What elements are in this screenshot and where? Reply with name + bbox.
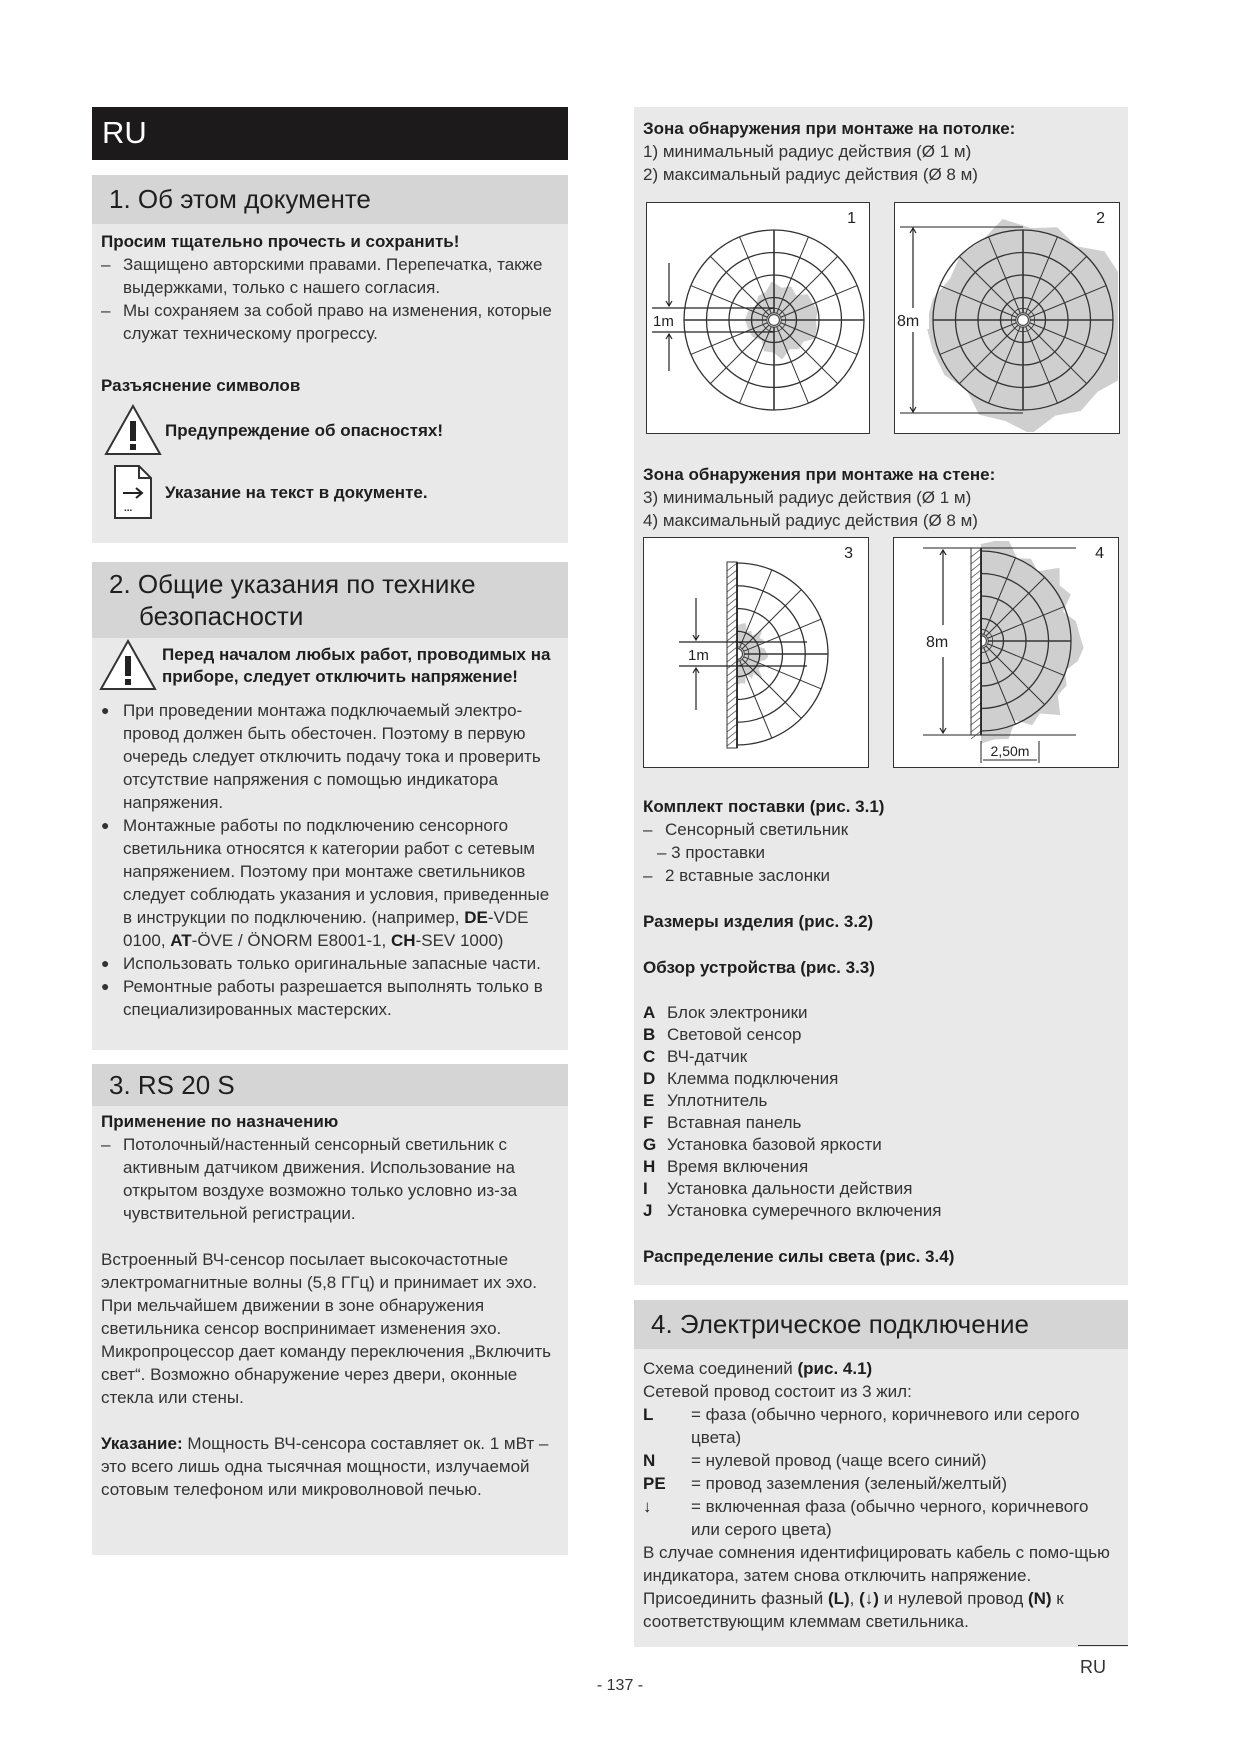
wire-code: PE: [643, 1474, 666, 1493]
wire-description: = фаза (обычно черного, коричневого или серого цвета): [691, 1405, 1080, 1447]
figure-number: 3: [844, 545, 853, 562]
list-item-text: Потолочный/настенный сенсорный светильник с активным датчиком движения. Использование на открытом воздухе возможно только условно из-за чувствительной регистрации.: [123, 1135, 518, 1223]
legend-item: [643, 1112, 1119, 1134]
dimension-label: 1m: [688, 647, 709, 664]
legend-key: C: [643, 1047, 656, 1066]
warning-triangle-icon: [98, 638, 162, 697]
legend-key: D: [643, 1069, 656, 1088]
section-title-line: 2. Общие указания по технике: [109, 569, 476, 599]
wire-code: L: [643, 1405, 654, 1424]
figure-number: 2: [1096, 210, 1105, 227]
legend-key: I: [643, 1179, 648, 1198]
figure-number: 4: [1095, 545, 1104, 562]
dimensions-heading: Размеры изделия (рис. 3.2): [643, 912, 874, 931]
legend-text: Установка сумеречного включения: [667, 1201, 942, 1220]
wire-code: ↓: [643, 1497, 652, 1516]
dimension-label: 8m: [897, 313, 920, 330]
document-reference-icon: [101, 463, 165, 521]
legend-key: G: [643, 1135, 657, 1154]
legend-text: Уплотнитель: [667, 1091, 768, 1110]
legend-item: [643, 1090, 1119, 1112]
usage-heading: Применение по назначению: [101, 1112, 339, 1131]
figure-wall-min: [643, 537, 869, 768]
wire-description: = нулевой провод (чаще всего синий): [691, 1451, 987, 1470]
legend-key: H: [643, 1157, 656, 1176]
legend-text: Вставная панель: [667, 1113, 802, 1132]
legend-item: [643, 1200, 1119, 1222]
dimension-label: 1m: [653, 313, 674, 330]
legend-item: [643, 1068, 1119, 1090]
ceiling-heading: Зона обнаружения при монтаже на потолке:: [643, 119, 1016, 138]
figure-wall-max: [893, 537, 1119, 768]
page-number: - 137 -: [596, 1677, 644, 1694]
scheme-line: Схема соединений (рис. 4.1): [643, 1359, 873, 1378]
section-title: 4. Электрическое подключение: [634, 1300, 1128, 1349]
svg-text:...: ...: [124, 503, 133, 514]
list-item: ● Использовать только оригинальные запасные части.: [101, 954, 541, 973]
wire-code: N: [643, 1451, 656, 1470]
figure-ceiling-max: [894, 202, 1120, 434]
width-label: 2,50m: [990, 743, 1030, 759]
wire-definition: [643, 1403, 1119, 1449]
section-title: [92, 562, 568, 638]
list-item: – Потолочный/настенный сенсорный светильник с активным датчиком движения. Использование на открытом воздухе возможно только условно из-за чувствительной регистрации.: [101, 1133, 559, 1225]
ceiling-min-range: 1) минимальный радиус действия (Ø 1 м): [643, 142, 972, 161]
list-item-text: Мы сохраняем за собой право на изменения, которые служат техническому прогрессу.: [123, 301, 552, 343]
kit-heading: Комплект поставки (рис. 3.1): [643, 797, 885, 816]
intro-heading: Просим тщательно прочесть и сохранить!: [101, 232, 460, 251]
legend-key: F: [643, 1113, 654, 1132]
wall-max-range: 4) максимальный радиус действия (Ø 8 м): [643, 511, 978, 530]
list-item-text: При проведении монтажа подключаемый электро-провод должен быть обесточен. Поэтому в первую очередь следует отключить подачу тока и проверить отсутствие напряжения с помощью индикатора напряжения.: [123, 701, 541, 812]
legend-text: Время включения: [667, 1157, 809, 1176]
list-item: ● Монтажные работы по подключению сенсорного светильника относятся к категории работ с сетевым напряжением. Поэтому при монтаже светильников следует соблюдать указания и условия, приведенные в инструкции по подключению. (например, DE-VDE 0100, AT-ÖVE / ÖNORM E8001-1, CH-SEV 1000): [101, 814, 559, 952]
section-rs20s: [92, 1064, 568, 1555]
figure-number: 1: [847, 210, 856, 227]
symbol-label: Предупреждение об опасностях!: [165, 420, 444, 440]
section-safety: [92, 562, 568, 1050]
footer-language: RU: [1080, 1657, 1106, 1677]
symbol-label: Указание на текст в документе.: [165, 482, 428, 502]
detection-zone-shading: [981, 541, 1084, 744]
wire-definition: [643, 1472, 1119, 1495]
wire-definitions: [643, 1403, 1119, 1541]
footer-rule: [1078, 1645, 1128, 1646]
sensor-center: [1018, 315, 1029, 326]
ceiling-max-range: 2) максимальный радиус действия (Ø 8 м): [643, 165, 978, 184]
list-item: – Мы сохраняем за собой право на изменения, которые служат техническому прогрессу.: [101, 299, 559, 345]
cable-line: Сетевой провод состоит из 3 жил:: [643, 1382, 912, 1401]
legend-key: B: [643, 1025, 656, 1044]
legend-key: J: [643, 1201, 653, 1220]
section-electrical: [634, 1300, 1128, 1647]
list-item: – 2 вставные заслонки: [643, 866, 831, 885]
sensor-description: Встроенный ВЧ-сенсор посылает высокочастотные электромагнитные волны (5,8 ГГц) и принимает их эхо. При мельчайшем движении в зоне обнаружения светильника сенсор воспринимает изменения эхо. Микропроцессор дает команду переключения „Включить свет“. Возможно обнаружение через двери, оконные стекла или стены.: [101, 1250, 552, 1407]
symbols-heading: Разъяснение символов: [101, 376, 301, 395]
legend-text: Установка дальности действия: [667, 1179, 913, 1198]
dimension-label: 8m: [926, 634, 949, 651]
list-item-text: Защищено авторскими правами. Перепечатка, также выдержками, только с нашего согласия.: [123, 255, 543, 297]
list-item: ● При проведении монтажа подключаемый электро-провод должен быть обесточен. Поэтому в первую очередь следует отключить подачу тока и проверить отсутствие напряжения с помощью индикатора напряжения.: [101, 699, 559, 814]
legend-text: Клемма подключения: [667, 1069, 839, 1088]
legend-text: Световой сенсор: [667, 1025, 802, 1044]
list-item: – Защищено авторскими правами. Перепечатка, также выдержками, только с нашего согласия.: [101, 253, 559, 299]
legend-item: [643, 1024, 1119, 1046]
legend-item: [643, 1156, 1119, 1178]
list-item: – Сенсорный светильник: [643, 820, 849, 839]
language-badge: RU: [92, 107, 568, 160]
legend-item: [643, 1134, 1119, 1156]
symbol-warning: [101, 403, 559, 457]
legend-text: Установка базовой яркости: [667, 1135, 882, 1154]
wire-description: = включенная фаза (обычно черного, коричневого или серого цвета): [691, 1497, 1089, 1539]
doubt-paragraph: В случае сомнения идентифицировать кабель с помо-щью индикатора, затем снова отключить напряжение.: [643, 1543, 1110, 1585]
section-about-document: [92, 175, 568, 543]
symbol-document-reference: [101, 463, 559, 521]
section-title: 3. RS 20 S: [92, 1064, 568, 1106]
list-item-text: Ремонтные работы разрешается выполнять только в специализированных мастерских.: [123, 977, 543, 1019]
overview-heading: Обзор устройства (рис. 3.3): [643, 958, 875, 977]
device-legend: [643, 1002, 1119, 1222]
list-item: ● Ремонтные работы разрешается выполнять только в специализированных мастерских.: [101, 975, 559, 1021]
connect-paragraph: Присоединить фазный (L), (↓) и нулевой провод (N) к соответствующим клеммам светильника.: [643, 1589, 1064, 1631]
wire-description: = провод заземления (зеленый/желтый): [691, 1474, 1008, 1493]
legend-item: [643, 1046, 1119, 1068]
list-item-text: Использовать только оригинальные запасные части.: [123, 954, 541, 973]
legend-item: [643, 1178, 1119, 1200]
wall-min-range: 3) минимальный радиус действия (Ø 1 м): [643, 488, 972, 507]
list-item-text: Монтажные работы по подключению сенсорного светильника относятся к категории работ с сетевым напряжением. Поэтому при монтаже светильников следует соблюдать указания и условия, приведенные в инструкции по подключению. (например, DE-VDE 0100, AT-ÖVE / ÖNORM E8001-1, CH-SEV 1000): [123, 816, 550, 950]
section-title: 1. Об этом документе: [92, 175, 568, 224]
wire-definition: [643, 1449, 1119, 1472]
legend-text: Блок электроники: [667, 1003, 808, 1022]
legend-item: [643, 1002, 1119, 1024]
figure-ceiling-min: [646, 202, 870, 434]
section-title-line: безопасности: [139, 601, 304, 631]
sensor-center: [769, 315, 780, 326]
legend-key: E: [643, 1091, 655, 1110]
legend-key: A: [643, 1003, 656, 1022]
legend-text: ВЧ-датчик: [667, 1047, 748, 1066]
sensor-note: Указание: Мощность ВЧ-сенсора составляет ок. 1 мВт – это всего лишь одна тысячная мощности, излучаемой сотовым телефоном или микроволновой печью.: [101, 1434, 549, 1499]
safety-warning: Перед началом любых работ, проводимых на приборе, следует отключить напряжение!: [162, 645, 551, 686]
wire-definition: [643, 1495, 1119, 1541]
list-item: – 3 проставки: [657, 843, 765, 862]
light-distribution-heading: Распределение силы света (рис. 3.4): [643, 1247, 955, 1266]
wall-heading: Зона обнаружения при монтаже на стене:: [643, 465, 996, 484]
warning-triangle-icon: [101, 403, 165, 457]
